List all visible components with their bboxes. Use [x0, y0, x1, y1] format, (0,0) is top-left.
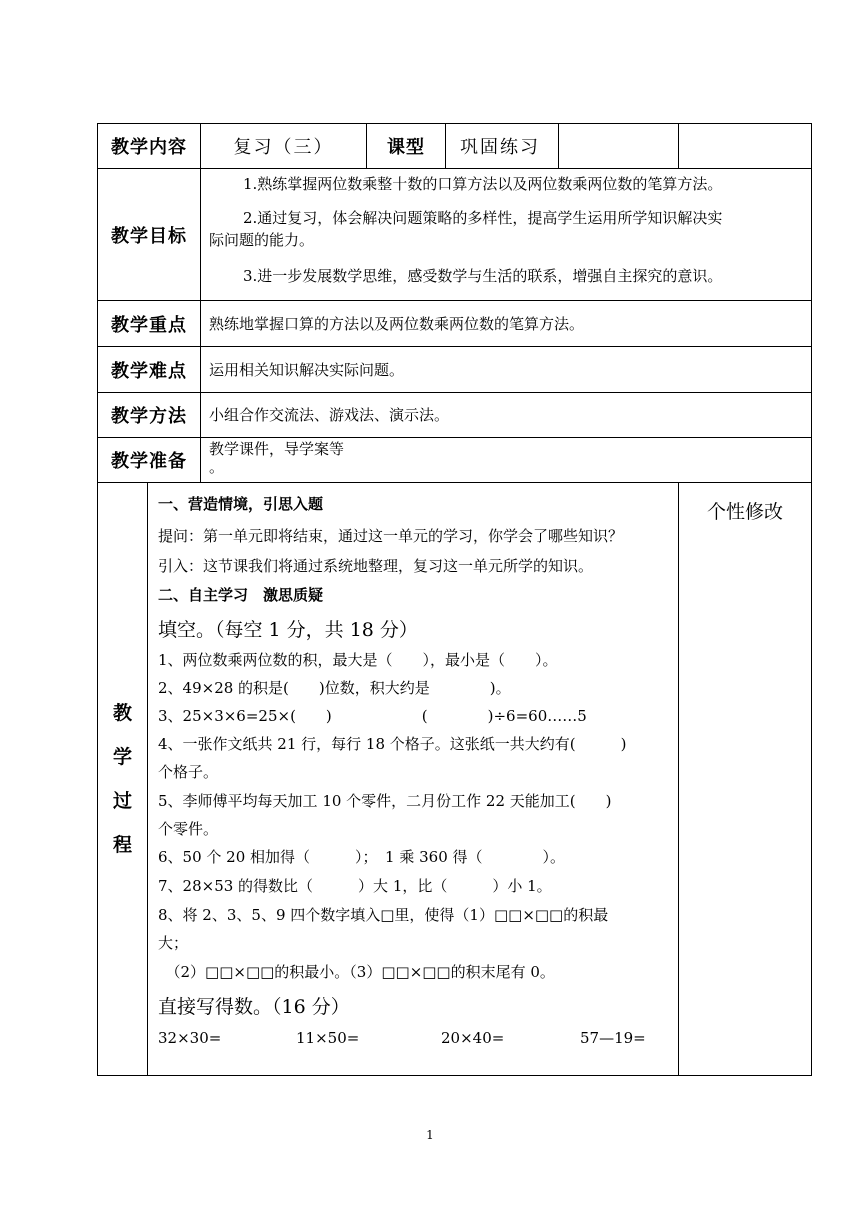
personal-revision-column [679, 483, 812, 1076]
content-value: 复习（三） [201, 123, 367, 169]
section-2-heading: 二、自主学习 激思质疑 [158, 586, 324, 604]
process-line: 引入：这节课我们将通过系统地整理，复习这一单元所学的知识。 [158, 557, 594, 575]
key-points-label: 教学重点 [98, 301, 201, 347]
process-label [98, 483, 148, 1076]
prep-value-line1: 教学课件，导学案等 [209, 440, 345, 458]
calc-item: 20×40= [441, 1029, 505, 1047]
process-content [148, 483, 679, 1076]
content-label: 教学内容 [98, 123, 201, 169]
goal-item-2: 2.通过复习，体会解决问题策略的多样性，提高学生运用所学知识解决实 [243, 209, 723, 227]
header-empty-cell-2 [679, 123, 812, 169]
question-line: 4、一张作文纸共 21 行，每行 18 个格子。这张纸一共大约有( ) [158, 735, 627, 753]
goal-item-2-cont: 际问题的能力。 [209, 231, 315, 249]
question-line: 2、49×28 的积是( )位数，积大约是 )。 [158, 679, 511, 697]
process-line: 提问：第一单元即将结束，通过这一单元的学习，你学会了哪些知识？ [158, 527, 624, 545]
goals-content [201, 169, 812, 301]
process-label-char-3: 过 [112, 790, 132, 812]
question-line: （2）□□×□□的积最小。（3）□□×□□的积末尾有 0。 [158, 963, 555, 981]
question-line: 1、两位数乘两位数的积，最大是（ ），最小是（ ）。 [158, 651, 558, 669]
header-empty-cell-1 [559, 123, 679, 169]
process-label-char-2: 学 [112, 746, 132, 768]
fill-blank-heading: 填空。（每空 1 分，共 18 分） [158, 619, 418, 641]
prep-row [97, 438, 812, 483]
key-points-row [97, 301, 812, 347]
method-row [97, 393, 812, 438]
header-row [97, 123, 812, 169]
lesson-plan-table [97, 123, 812, 1076]
question-line: 7、28×53 的得数比（ ）大 1，比（ ）小 1。 [158, 877, 552, 895]
goal-item-1: 1.熟练掌握两位数乘整十数的口算方法以及两位数乘两位数的笔算方法。 [243, 175, 723, 193]
key-points-value: 熟练地掌握口算的方法以及两位数乘两位数的笔算方法。 [201, 301, 812, 347]
goals-row [97, 169, 812, 301]
question-line: 3、25×3×6=25×( ) ( )÷6=60……5 [158, 707, 587, 725]
section-1-heading: 一、营造情境，引思入题 [158, 495, 324, 513]
calc-item: 57—19= [580, 1029, 646, 1047]
method-label: 教学方法 [98, 393, 201, 438]
calc-item: 32×30= [158, 1029, 222, 1047]
process-label-char-4: 程 [112, 834, 132, 856]
difficulty-value: 运用相关知识解决实际问题。 [201, 347, 812, 393]
question-line: 5、李师傅平均每天加工 10 个零件，二月份工作 22 天能加工( ) [158, 792, 612, 810]
question-line: 6、50 个 20 相加得（ ）； 1 乘 360 得（ ）。 [158, 848, 566, 866]
page-number: 1 [426, 1128, 434, 1142]
prep-value-line2: 。 [209, 458, 225, 476]
process-label-char-1: 教 [112, 702, 132, 724]
calc-item: 11×50= [296, 1029, 360, 1047]
goal-item-3: 3.进一步发展数学思维，感受数学与生活的联系，增强自主探究的意识。 [243, 267, 723, 285]
question-line: 个格子。 [158, 763, 219, 781]
type-value: 巩固练习 [446, 123, 559, 169]
type-label: 课型 [367, 123, 446, 169]
question-line: 大； [158, 934, 189, 952]
process-row [97, 483, 812, 1076]
goals-label: 教学目标 [98, 169, 201, 301]
oral-calc-heading: 直接写得数。（16 分） [158, 996, 350, 1018]
method-value: 小组合作交流法、游戏法、演示法。 [201, 393, 812, 438]
difficulty-row [97, 347, 812, 393]
personal-revision-label: 个性修改 [706, 501, 783, 523]
question-line: 8、将 2、3、5、9 四个数字填入□里，使得（1）□□×□□的积最 [158, 906, 609, 924]
question-line: 个零件。 [158, 820, 219, 838]
prep-value [201, 438, 812, 483]
prep-label: 教学准备 [98, 438, 201, 483]
difficulty-label: 教学难点 [98, 347, 201, 393]
